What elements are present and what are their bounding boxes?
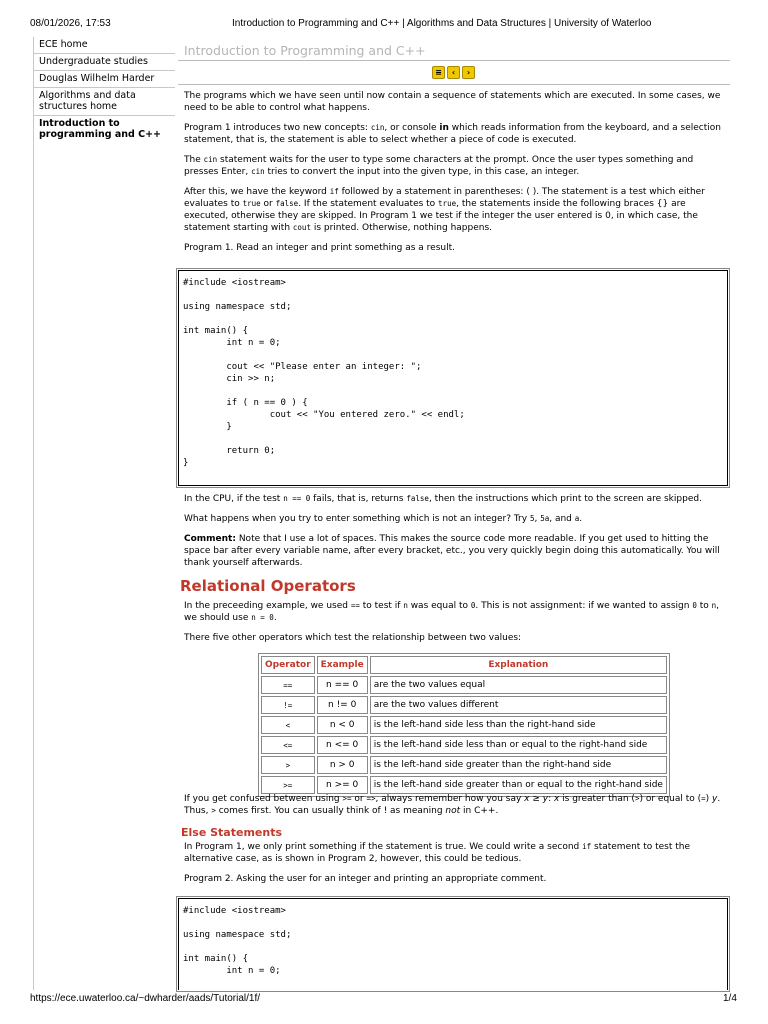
table-cell: n < 0 (317, 716, 368, 734)
nav-icons (432, 66, 475, 79)
paragraph-confused-section (184, 793, 728, 825)
heading-relational-operators: Relational Operators (180, 577, 356, 595)
table-cell: n == 0 (317, 676, 368, 694)
paragraph-else: In Program 1, we only print something if the statement is true. We could write a second if statement to test the alternative case, as is shown in Program 2, however, this could be tedious. (184, 842, 691, 864)
print-footer (0, 993, 768, 1007)
table-cell: is the left-hand side less than or equal to the right-hand side (370, 736, 667, 754)
paragraph-cpu-test: In the CPU, if the test n == 0 fails, that is, returns false, then the instructions which print to the screen are skipped. (184, 494, 702, 504)
program1-code-block[interactable]: #include <iostream> using namespace std; int main() { int n = 0; cout << "Please enter an integer: "; cin >> n; if ( n == 0 ) { cout << "You entered zero." << endl; } return 0; } (178, 270, 728, 486)
title-divider (178, 60, 730, 61)
table-cell: is the left-hand side greater than or equal to the right-hand side (370, 776, 667, 794)
sidebar (33, 37, 175, 990)
after-code-section (184, 493, 728, 577)
page-navigation-bar (178, 62, 730, 85)
paragraph-cin: The cin statement waits for the user to type some characters at the prompt. Once the user types something and presses Enter, cin tries to convert the input into the given type, in this case, an integer. (184, 155, 694, 177)
print-datetime: 08/01/2026, 17:53 (30, 18, 111, 29)
code-cin: cin (370, 123, 385, 132)
paragraph-equality: In the preceeding example, we used == to test if n was equal to 0. This is not assignment: if we wanted to assign 0 to n, we should use n = 0. (184, 601, 719, 623)
program2-caption: Program 2. Asking the user for an integer and printing an appropriate comment. (184, 874, 547, 884)
relational-section (184, 600, 728, 652)
heading-else-statements: Else Statements (181, 826, 283, 839)
table-cell: n != 0 (317, 696, 368, 714)
else-section (184, 841, 728, 893)
print-header (0, 18, 768, 32)
table-cell: < (261, 716, 315, 734)
sidebar-item-intro-programming[interactable]: Introduction to programming and C++ (39, 118, 162, 140)
table-row (261, 676, 667, 694)
table-cell: == (261, 676, 315, 694)
table-row (261, 776, 667, 794)
program1-caption: Program 1. Read an integer and print something as a result. (184, 243, 455, 253)
paragraph-not-integer: What happens when you try to enter something which is not an integer? Try 5, 5a, and a. (184, 514, 583, 524)
print-url: https://ece.uwaterloo.ca/~dwharder/aads/Tutorial/1f/ (30, 993, 261, 1004)
table-row (261, 716, 667, 734)
table-cell: n >= 0 (317, 776, 368, 794)
page-title: Introduction to Programming and C++ (184, 43, 426, 58)
previous-icon[interactable]: ‹ (447, 66, 460, 79)
paragraph-program1-intro: Program 1 introduces two new concepts: cin, or console in which reads information from the keyboard, and a selection statement, that is, the statement is able to select whether a piece of code is executed. (184, 123, 721, 145)
table-cell: n > 0 (317, 756, 368, 774)
table-row (261, 736, 667, 754)
bold-in: in (439, 123, 449, 133)
main-content (184, 90, 728, 262)
table-header-row (261, 656, 667, 674)
next-icon[interactable]: › (462, 66, 475, 79)
paragraph-if: After this, we have the keyword if followed by a statement in parentheses: ( ). The statement is a test which either evaluates to true or false. If the statement evaluates to true, the statements inside the following braces {} are executed, otherwise they are skipped. In Program 1 we test if the integer the user entered is 0, in which case, the statement starting with cout is printed. Otherwise, nothing happens. (184, 187, 705, 233)
print-page-number: 1/4 (723, 993, 737, 1004)
sidebar-item-aads-home[interactable]: Algorithms and data structures home (34, 88, 175, 116)
paragraph-five-operators: There five other operators which test the relationship between two values: (184, 633, 522, 643)
sidebar-item-undergraduate-studies[interactable]: Undergraduate studies (34, 54, 175, 71)
table-cell: n <= 0 (317, 736, 368, 754)
contents-icon[interactable]: ≡ (432, 66, 445, 79)
table-cell: are the two values equal (370, 676, 667, 694)
sidebar-item-ece-home[interactable]: ECE home (34, 37, 175, 54)
table-cell: >= (261, 776, 315, 794)
table-cell: <= (261, 736, 315, 754)
table-header: Example (317, 656, 368, 674)
sidebar-item-douglas-harder[interactable]: Douglas Wilhelm Harder (34, 71, 175, 88)
table-cell: != (261, 696, 315, 714)
table-cell: are the two values different (370, 696, 667, 714)
table-cell: is the left-hand side greater than the right-hand side (370, 756, 667, 774)
paragraph-confused: If you get confused between using >= or =>, always remember how you say x ≥ y: x is greater than (>) or equal to (=) y. Thus, > comes first. You can usually think of ! as meaning not in C++. (184, 794, 721, 816)
paragraph-intro: The programs which we have seen until now contain a sequence of statements which are executed. In some cases, we need to be able to control what happens. (184, 91, 721, 113)
table-row (261, 756, 667, 774)
table-row (261, 696, 667, 714)
relational-operators-table (258, 653, 670, 797)
table-cell: is the left-hand side less than the right-hand side (370, 716, 667, 734)
paragraph-comment: Comment: Note that I use a lot of spaces. This makes the source code more readable. If you get used to hitting the space bar after every variable name, after every bracket, etc., you very quickly begin doing this automatically. You will thank yourself afterwards. (184, 534, 720, 568)
table-cell: > (261, 756, 315, 774)
program2-code-block[interactable]: #include <iostream> using namespace std; int main() { int n = 0; (178, 898, 728, 990)
table-header: Operator (261, 656, 315, 674)
table-header: Explanation (370, 656, 667, 674)
print-document-title: Introduction to Programming and C++ | Algorithms and Data Structures | University of Waterloo (232, 18, 652, 29)
